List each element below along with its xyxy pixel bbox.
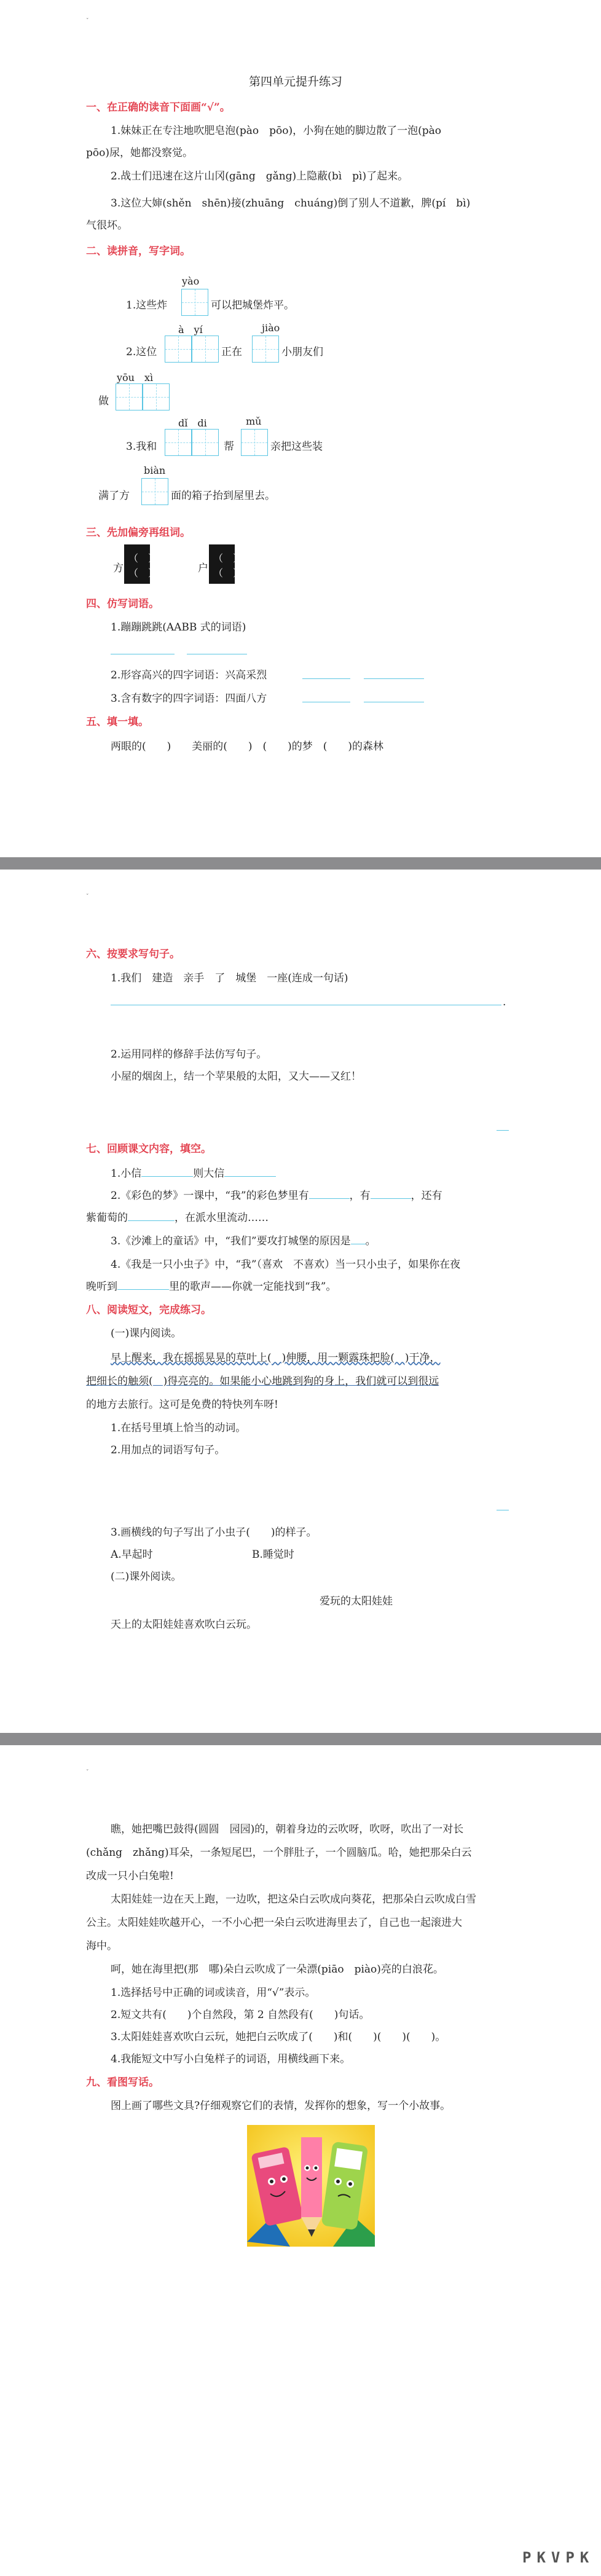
writing-grid[interactable]: [252, 336, 279, 363]
recall-q4-line-2: [86, 1278, 336, 1293]
radical-bracket: （ ）: [213, 567, 243, 579]
page-separator: [0, 857, 601, 870]
sentence-q1: 1.我们 建造 亲手 了 城堡 一座(连成一句话): [111, 972, 348, 984]
row5-text-b: 面的箱子抬到屋里去。: [171, 490, 275, 502]
section-6-heading: 六、按要求写句子。: [86, 948, 180, 960]
section-4-heading: 四、仿写词语。: [86, 598, 159, 610]
recall-q3-text: 3.《沙滩上的童话》中，“我们”要攻打城堡的原因是: [111, 1235, 351, 1247]
writing-grid[interactable]: [181, 289, 208, 316]
recall-q2-e: ，在派水里流动……: [175, 1212, 269, 1224]
passage-line-3: 的地方去旅行。这可是免费的特快列车呀!: [86, 1399, 278, 1411]
q1-line-a: 1.妹妹正在专注地吹肥皂泡(pào pōo)，小狗在她的脚边散了一泡(pào: [111, 125, 441, 137]
story-line-6: 公主。太阳娃娃吹越开心，一不小心把一朵白云吹进海里去了，自己也一起滚进大: [86, 1917, 462, 1929]
page-separator: [0, 1733, 601, 1745]
section-8-heading: 八、阅读短文，完成练习。: [86, 1304, 211, 1316]
answer-blank[interactable]: [128, 1220, 175, 1221]
row2-text-a: 2.这位: [126, 346, 157, 358]
recall-q2-d: 紫葡萄的: [86, 1212, 128, 1224]
radical-box[interactable]: [124, 544, 159, 584]
stationery-illustration: [247, 2125, 375, 2247]
section-2-heading: 二、读拼音，写字词。: [86, 245, 191, 257]
picture-prompt: 图上画了哪些文具?仔细观察它们的表情，发挥你的想象，写一个小故事。: [111, 2100, 451, 2112]
sentence-q2: 2.运用同样的修辞手法仿写句子。: [111, 1048, 267, 1061]
option-b[interactable]: B.睡觉时: [252, 1549, 294, 1561]
recall-q1: [111, 1164, 276, 1180]
reading-q3: 3.画横线的句子写出了小虫子( )的样子。: [111, 1526, 317, 1539]
writing-grid[interactable]: [241, 429, 268, 456]
section-7-heading: 七、回顾课文内容，填空。: [86, 1143, 211, 1155]
row4-text-c: 亲把这些装: [270, 441, 323, 453]
section-1-heading: 一、在正确的读音下面画“√”。: [86, 101, 230, 114]
page-1: [0, 0, 601, 857]
page-marker: ˇ: [86, 18, 89, 25]
row2-text-c: 小朋友们: [281, 346, 323, 358]
radical-box[interactable]: [209, 544, 243, 584]
q1-line-b: pōo)尿，她都没察觉。: [86, 147, 193, 159]
recall-q2-a: 2.《彩色的梦》一课中，“我”的彩色梦里有: [111, 1190, 309, 1202]
page-2: [0, 870, 601, 1733]
recall-q4-b: 晚听到: [86, 1281, 117, 1293]
answer-blank[interactable]: [309, 1198, 350, 1199]
pinyin-mu: mǔ: [246, 415, 262, 427]
recall-q4-line-1: 4.《我是一只小虫子》中，“我”（喜欢 不喜欢）当一只小虫子，如果你在夜: [111, 1259, 461, 1271]
pencil-character: [301, 2137, 322, 2237]
option-a[interactable]: A.早起时: [111, 1549, 153, 1561]
section-3-heading: 三、先加偏旁再组词。: [86, 527, 191, 539]
page-marker: ˇ: [86, 1770, 89, 1776]
recall-q1-a: 1.小信: [111, 1168, 142, 1180]
fill-line: 两眼的( ) 美丽的( ) ( )的梦 ( )的森林: [111, 740, 384, 753]
radical-char-2: 户: [198, 562, 208, 575]
recall-q2-b: ，有: [349, 1190, 371, 1202]
pinyin-you-xi: yōu xì: [117, 372, 154, 383]
story-line-8: 呵，她在海里把(那 哪)朵白云吹成了一朵漂(piāo piào)亮的白浪花。: [111, 1963, 444, 1976]
story-line-3: (chǎng zhǎng)耳朵，一条短尾巴，一个胖肚子，一个圆脑瓜。哈，她把那朵白云: [86, 1847, 472, 1859]
writing-grid[interactable]: [192, 429, 219, 456]
page-marker: ˇ: [86, 894, 89, 900]
reading-q1: 1.在括号里填上恰当的动词。: [111, 1422, 246, 1434]
imitate-q3: 3.含有数字的四字词语：四面八方: [111, 693, 267, 705]
writing-grid[interactable]: [143, 383, 170, 410]
row1-text-a: 1.这些炸: [126, 299, 168, 312]
passage-line-1: 早上醒来，我在摇摇晃晃的草叶上( )伸腰，用一颗露珠把脸( )干净，: [111, 1352, 441, 1364]
reading-q2: 2.用加点的词语写句子。: [111, 1444, 226, 1456]
writing-grid[interactable]: [141, 478, 168, 505]
q2-line: 2.战士们迅速在这片山冈(gāng gǎng)上隐蔽(bì pì)了起来。: [111, 170, 409, 183]
radical-bracket: （ ）: [213, 552, 243, 564]
page-title: 第四单元提升练习: [249, 75, 343, 88]
recall-q3: 3.《沙滩上的童话》中，“我们”要攻打城堡的原因是 。: [111, 1235, 376, 1247]
extra-q3: 3.太阳娃娃喜欢吹白云玩，她把白云吹成了( )和( )( )( )。: [111, 2031, 446, 2043]
pinyin-a-yi: à yí: [178, 324, 203, 336]
recall-q4-c: 里的歌声——你就一定能找到“我”。: [169, 1281, 337, 1293]
answer-line[interactable]: [302, 678, 350, 679]
row1-text-b: 可以把城堡炸平。: [211, 299, 294, 312]
recall-q1-b: 则大信: [193, 1168, 225, 1180]
row4-text-a: 3.我和: [126, 441, 157, 453]
passage-line-2: 把细长的触须( )得亮亮的。如果能小心地跳到狗的身上，我们就可以到很远: [86, 1375, 439, 1388]
period-mark: .: [503, 996, 506, 1008]
answer-line[interactable]: [364, 678, 424, 679]
page-3: [0, 1745, 601, 2576]
recall-q2-line-1: [111, 1187, 442, 1202]
radical-bracket: （ ）: [128, 567, 159, 579]
extra-q4: 4.我能短文中写小白兔样子的词语，用横线画下来。: [111, 2053, 351, 2065]
answer-blank[interactable]: [117, 1289, 169, 1290]
footer-watermark: PKVPK: [522, 2549, 595, 2566]
recall-q2-c: ，还有: [410, 1190, 442, 1202]
pinyin-jiao: jiào: [262, 322, 280, 334]
story-line-7: 海中。: [86, 1940, 117, 1952]
imitate-q1: 1.蹦蹦跳跳(AABB 式的词语): [111, 621, 246, 634]
row4-text-b: 帮: [224, 441, 234, 453]
reading-sub-2: (二)课外阅读。: [111, 1571, 182, 1583]
answer-blank[interactable]: [224, 1176, 276, 1177]
imitate-q2: 2.形容高兴的四字词语：兴高采烈: [111, 669, 267, 681]
q3-line-a: 3.这位大婶(shěn shēn)接(zhuāng chuáng)倒了别人不道歉，脾(pí bì): [111, 197, 471, 210]
radical-bracket: （ ）: [128, 552, 159, 564]
row2-text-b: 正在: [221, 346, 242, 358]
story-line-1: 天上的太阳娃娃喜欢吹白云玩。: [111, 1619, 257, 1631]
extra-q2: 2.短文共有( )个自然段，第 2 自然段有( )句话。: [111, 2009, 370, 2021]
reading-sub-1: (一)课内阅读。: [111, 1327, 182, 1340]
q3-line-b: 气很坏。: [86, 219, 128, 232]
row5-text-a: 满了方: [98, 490, 130, 502]
answer-blank[interactable]: [371, 1198, 411, 1199]
pinyin-di-di: dǐ di: [178, 417, 207, 429]
pinyin-yao: yào: [182, 275, 200, 287]
writing-grid[interactable]: [165, 429, 192, 456]
story-line-5: 太阳娃娃一边在天上跑，一边吹，把这朵白云吹成向葵花，把那朵白云吹成白雪: [111, 1893, 476, 1906]
story-line-2: 瞧，她把嘴巴鼓得(圆圆 园园)的，朝着身边的云吹呀，吹呀，吹出了一对长: [111, 1823, 464, 1836]
radical-char-1: 方: [113, 562, 124, 575]
answer-blank[interactable]: [141, 1176, 193, 1177]
writing-grid[interactable]: [116, 383, 143, 410]
sentence-example: 小屋的烟囱上，结一个苹果般的太阳，又大——又红！: [111, 1070, 361, 1083]
section-5-heading: 五、填一填。: [86, 716, 149, 728]
recall-q2-line-2: [86, 1209, 269, 1224]
section-9-heading: 九、看图写话。: [86, 2076, 159, 2089]
extra-q1: 1.选择括号中正确的词或读音，用“√”表示。: [111, 1987, 316, 1999]
pinyin-bian: biàn: [144, 465, 166, 476]
row3-text-a: 做: [98, 395, 109, 407]
story-title: 爱玩的太阳娃娃: [320, 1595, 393, 1608]
story-line-4: 改成一只小白兔啦!: [86, 1870, 174, 1882]
answer-line[interactable]: [497, 1130, 509, 1131]
writing-grid[interactable]: [192, 336, 219, 363]
writing-grid[interactable]: [165, 336, 192, 363]
